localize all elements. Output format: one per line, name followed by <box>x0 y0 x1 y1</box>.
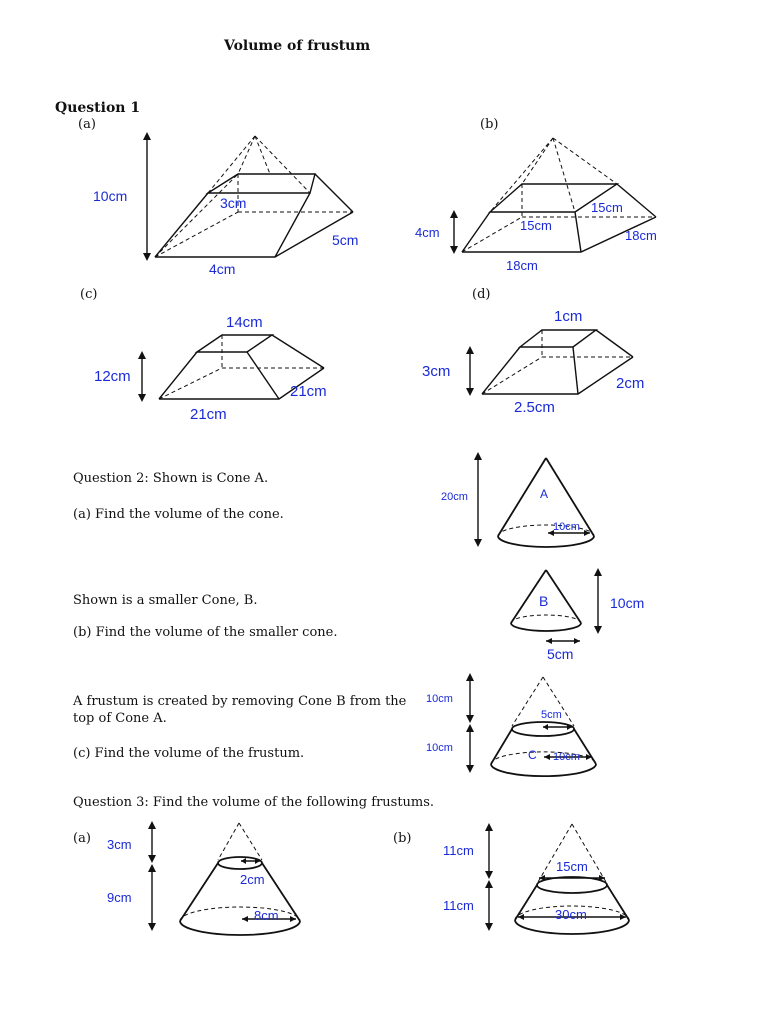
q1b-top-side-label: 15cm <box>591 200 623 215</box>
q1b-base-front-label: 18cm <box>506 258 538 273</box>
q1b-height-label: 4cm <box>415 225 440 240</box>
frustum-3b-figure <box>440 818 640 946</box>
frustum-pyramid-c <box>92 308 342 426</box>
q1d-height-label: 3cm <box>422 363 451 380</box>
q1d-top-label: 1cm <box>554 308 583 325</box>
q1a-top-label: 3cm <box>220 195 247 211</box>
cone-a-height-label: 20cm <box>441 491 468 503</box>
frustum-c-base-radius: 10cm <box>553 751 580 763</box>
q1-part-d-label: (d) <box>472 287 491 302</box>
q1c-top-label: 14cm <box>226 314 263 331</box>
q1b-base-side-label: 18cm <box>625 228 657 243</box>
q2-part-c: (c) Find the volume of the frustum. <box>73 746 305 761</box>
q2-part-b: (b) Find the volume of the smaller cone. <box>73 625 338 640</box>
frustum-3a-upper-height: 3cm <box>107 837 132 852</box>
cone-b-figure <box>500 560 670 665</box>
frustum-pyramid-a <box>85 130 375 280</box>
frustum-3a-figure <box>100 818 310 946</box>
q1c-base-side-label: 21cm <box>290 383 327 400</box>
cone-b-height-label: 10cm <box>610 595 645 611</box>
frustum-c-figure <box>420 672 610 782</box>
q1d-base-side-label: 2cm <box>616 375 645 392</box>
frustum-pyramid-d <box>420 302 660 422</box>
q1c-base-front-label: 21cm <box>190 406 227 423</box>
frustum-3a-base-radius: 8cm <box>254 908 279 923</box>
question-1-heading: Question 1 <box>55 100 141 116</box>
q3-part-a-label: (a) <box>73 831 91 846</box>
q1c-height-label: 12cm <box>94 368 131 385</box>
frustum-3b-top-diameter: 15cm <box>556 859 588 874</box>
q1a-base-side-label: 5cm <box>332 232 359 248</box>
q1-part-c-label: (c) <box>80 287 98 302</box>
q3-part-b-label: (b) <box>393 831 412 846</box>
frustum-3a-lower-height: 9cm <box>107 890 132 905</box>
cone-a-name: A <box>540 487 549 501</box>
cone-b-radius-label: 5cm <box>547 646 574 662</box>
cone-a-figure <box>430 450 610 550</box>
frustum-3a-top-radius: 2cm <box>240 872 265 887</box>
q1b-top-front-label: 15cm <box>520 218 552 233</box>
frustum-3b-lower-height: 11cm <box>443 898 474 913</box>
q2-frustum-line1: A frustum is created by removing Cone B from the <box>73 694 407 709</box>
cone-b-name: B <box>539 593 549 609</box>
q1-part-b-label: (b) <box>480 117 499 132</box>
frustum-c-top-radius: 5cm <box>541 709 562 721</box>
q2-intro: Question 2: Shown is Cone A. <box>73 471 269 486</box>
cone-a-radius-label: 10cm <box>553 521 580 533</box>
frustum-c-name: C <box>528 748 537 762</box>
q1a-base-front-label: 4cm <box>209 261 236 277</box>
q2-part-a: (a) Find the volume of the cone. <box>73 507 284 522</box>
q1-part-a-label: (a) <box>78 117 96 132</box>
q3-heading: Question 3: Find the volume of the following frustums. <box>73 795 435 810</box>
page-title: Volume of frustum <box>224 38 371 54</box>
frustum-c-upper-height: 10cm <box>426 693 453 705</box>
q1a-height-label: 10cm <box>93 188 128 204</box>
q2-frustum-line2: top of Cone A. <box>73 711 167 726</box>
frustum-pyramid-b <box>410 132 670 277</box>
frustum-3b-upper-height: 11cm <box>443 843 474 858</box>
q2-smaller-cone: Shown is a smaller Cone, B. <box>73 593 258 608</box>
q1d-base-front-label: 2.5cm <box>514 399 555 416</box>
frustum-3b-base-diameter: 30cm <box>555 907 587 922</box>
frustum-c-lower-height: 10cm <box>426 742 453 754</box>
